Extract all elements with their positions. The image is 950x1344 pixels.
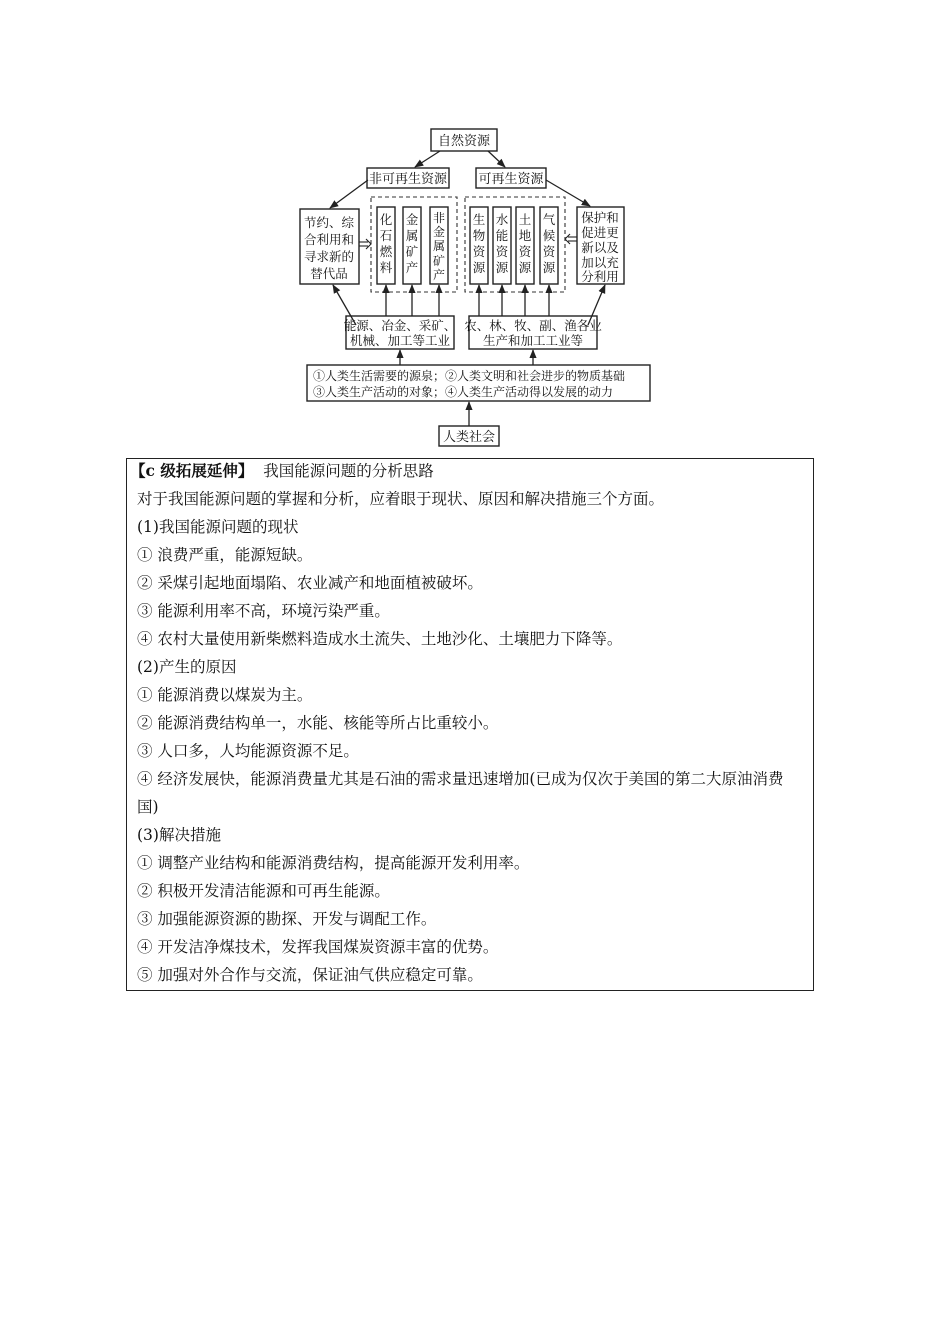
land-char: 资 [518,244,532,259]
biological-char: 物 [472,228,486,243]
nonmetal-ore-char: 产 [432,268,446,282]
renewable-label: 可再生资源 [478,172,544,187]
industry-right-line: 生产和加工工业等 [482,333,584,348]
hydro-char: 源 [495,260,509,275]
protect-line: 促进更 [581,225,619,240]
section-2-item: ① 能源消费以煤炭为主。 [137,686,313,704]
section-3-title: (3)解决措施 [137,826,221,844]
metal-ore-char: 产 [405,260,419,275]
biological-char: 生 [472,212,486,227]
metal-ore-char: 属 [405,228,419,243]
conserve-line: 合利用和 [303,232,355,247]
extension-box [126,458,814,991]
nonmetal-ore-char: 金 [432,225,446,239]
protect-line: 保护和 [581,210,619,225]
nonmetal-ore-char: 矿 [432,254,446,268]
extension-intro: 对于我国能源问题的掌握和分析，应着眼于现状、原因和解决措施三个方面。 [137,490,665,508]
section-2-title: (2)产生的原因 [137,658,237,676]
protect-line: 分利用 [581,269,619,284]
biological-char: 资 [472,244,486,259]
protect-line: 加以充 [581,255,619,270]
conserve-line: 替代品 [310,266,348,281]
section-1-title: (1)我国能源问题的现状 [137,518,299,536]
climate-char: 气 [542,212,556,227]
extension-tag: 【c 级拓展延伸】 [130,461,254,480]
land-char: 土 [518,212,532,227]
fossil-fuel-char: 料 [379,260,393,275]
fossil-fuel-char: 石 [379,228,393,243]
section-2-item: ③ 人口多，人均能源资源不足。 [137,742,359,760]
fossil-fuel-char: 化 [379,212,393,227]
section-1-item: ② 采煤引起地面塌陷、农业减产和地面植被破坏。 [137,574,483,592]
metal-ore-char: 矿 [405,244,419,259]
nonrenewable-label: 非可再生资源 [368,172,448,187]
section-3-item: ① 调整产业结构和能源消费结构，提高能源开发利用率。 [137,854,530,872]
protect-line: 新以及 [581,240,619,255]
section-1-item: ① 浪费严重，能源短缺。 [137,546,313,564]
metal-ore-char: 金 [405,212,419,227]
conserve-line: 寻求新的 [303,249,355,264]
resource-diagram [0,0,950,450]
roles-line: ①人类生活需要的源泉；②人类文明和社会进步的物质基础 [313,369,626,383]
section-3-item: ⑤ 加强对外合作与交流，保证油气供应稳定可靠。 [137,966,483,984]
hydro-char: 能 [495,228,509,243]
extension-title: 我国能源问题的分析思路 [263,462,434,480]
section-2-item: ④ 经济发展快，能源消费量尤其是石油的需求量迅速增加(已成为仅次于美国的第二大原油消费国) [137,770,784,816]
land-char: 源 [518,260,532,275]
extension-header [130,461,434,481]
land-char: 地 [518,228,532,243]
section-3-item: ③ 加强能源资源的勘探、开发与调配工作。 [137,910,437,928]
hydro-char: 水 [495,212,509,227]
nonmetal-ore-char: 非 [432,211,446,225]
climate-char: 源 [542,260,556,275]
conserve-line: 节约、综 [303,215,355,230]
natural-resources-label: 自然资源 [437,134,491,149]
section-1-item: ④ 农村大量使用新柴燃料造成水土流失、土地沙化、土壤肥力下降等。 [137,630,623,648]
section-2-item: ② 能源消费结构单一，水能、核能等所占比重较小。 [137,714,499,732]
hydro-char: 资 [495,244,509,259]
human-society-label: 人类社会 [442,430,496,445]
industry-right-line: 农、林、牧、副、渔各业 [464,318,602,333]
industry-left-line: 机械、加工等工业 [349,333,451,348]
industry-left-line: 能源、冶金、采矿、 [343,318,457,333]
roles-line: ③人类生产活动的对象；④人类生产活动得以发展的动力 [313,385,614,399]
biological-char: 源 [472,260,486,275]
climate-char: 资 [542,244,556,259]
climate-char: 候 [542,228,556,243]
section-3-item: ④ 开发洁净煤技术，发挥我国煤炭资源丰富的优势。 [137,938,499,956]
fossil-fuel-char: 燃 [379,244,393,259]
nonmetal-ore-char: 属 [432,239,446,253]
section-1-item: ③ 能源利用率不高，环境污染严重。 [137,602,390,620]
section-3-item: ② 积极开发清洁能源和可再生能源。 [137,882,390,900]
